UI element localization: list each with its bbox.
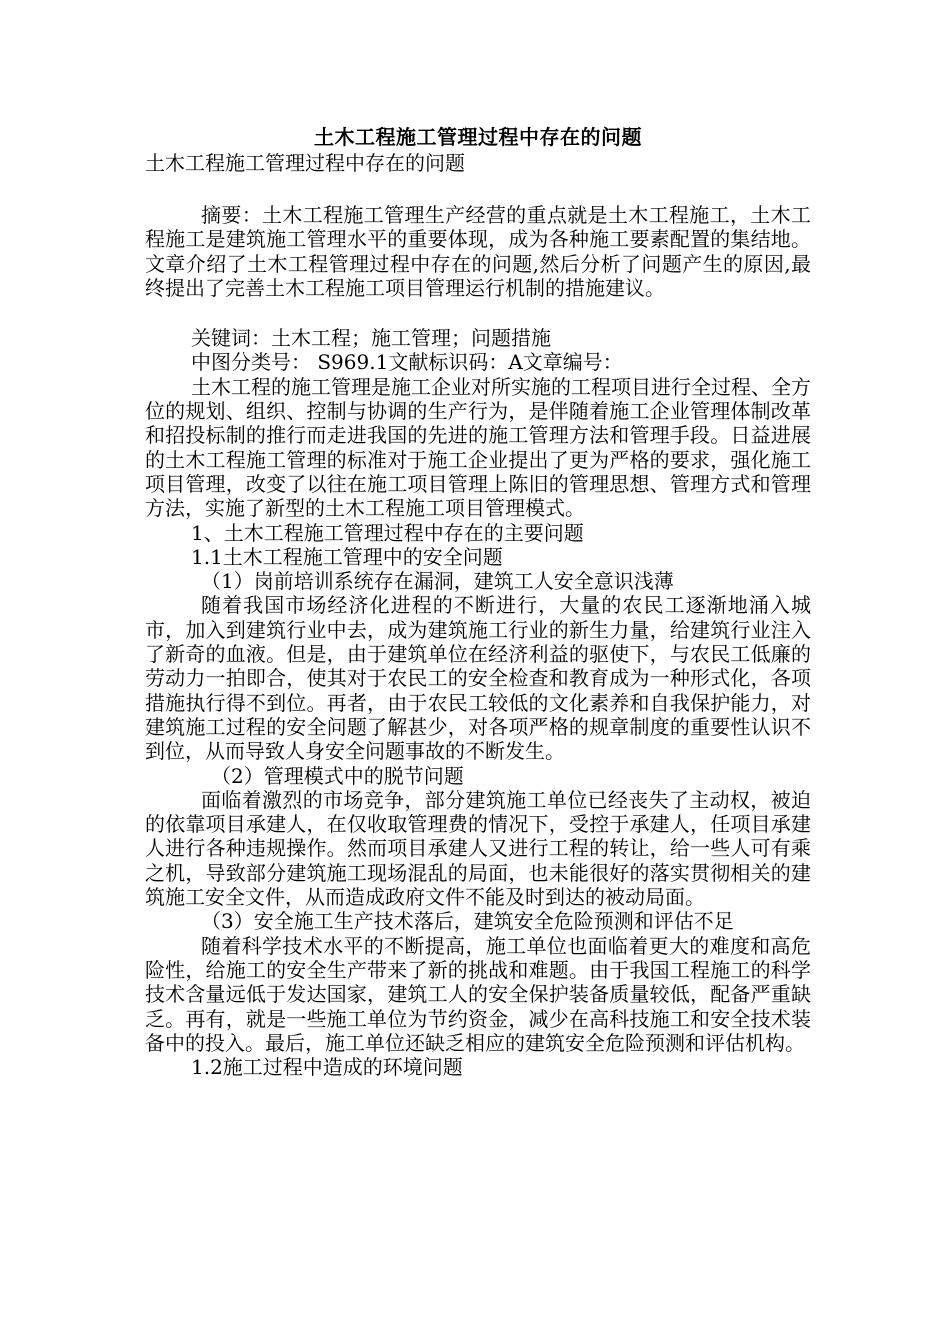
intro-paragraph: 土木工程的施工管理是施工企业对所实施的工程项目进行全过程、全方位的规划、组织、控制与协调的生产行为，是伴随着施工企业管理体制改革和招投标制的推行而走进我国的先进的施工管理方法和管理手段。日益进展的土木工程施工管理的标准对于施工企业提出了更为严格的要求，强化施工项目管理，改变了以往在施工项目管理上陈旧的管理思想、管理方式和管理方法，实施了新型的土木工程施工项目管理模式。: [145, 374, 811, 521]
spacer: [145, 300, 811, 326]
body-paragraph-1: 随着我国市场经济化进程的不断进行，大量的农民工逐渐地涌入城市，加入到建筑行业中去，成为建筑施工行业的新生力量，给建筑行业注入了新奇的血液。但是，由于建筑单位在经济利益的驱使下，与农民工低廉的劳动力一拍即合，使其对于农民工的安全检查和教育成为一种形式化，各项措施执行得不到位。再者，由于农民工较低的文化素养和自我保护能力，对建筑施工过程的安全问题了解甚少，对各项严格的规章制度的重要性认识不到位，从而导致人身安全问题事故的不断发生。: [145, 593, 811, 764]
section-heading-1: 1、土木工程施工管理过程中存在的主要问题: [191, 520, 584, 545]
document-title: 土木工程施工管理过程中存在的问题: [314, 125, 642, 149]
section-heading-1-1: 1.1土木工程施工管理中的安全问题: [191, 544, 503, 569]
section-heading-1-2: 1.2施工过程中造成的环境问题: [191, 1055, 463, 1080]
body-paragraph-3: 随着科学技术水平的不断提高，施工单位也面临着更大的难度和高危险性，给施工的安全生产带来了新的挑战和难题。由于我国工程施工的科学技术含量远低于发达国家，建筑工人的安全保护装备质量较低，配备严重缺乏。再有，就是一些施工单位为节约资金，减少在高科技施工和安全技术装备中的投入。最后，施工单位还缺乏相应的建筑安全危险预测和评估机构。: [145, 933, 811, 1055]
subsection-heading-3: （3）安全施工生产技术落后，建筑安全危险预测和评估不足: [201, 909, 734, 934]
subsection-heading-2: （2）管理模式中的脱节问题: [211, 763, 464, 788]
abstract-paragraph: 摘要：土木工程施工管理生产经营的重点就是土木工程施工，土木工程施工是建筑施工管理水平的重要体现，成为各种施工要素配置的集结地。文章介绍了土木工程管理过程中存在的问题,然后分析了问题产生的原因,最终提出了完善土木工程施工项目管理运行机制的措施建议。: [145, 203, 811, 300]
spacer: [145, 175, 811, 201]
classification-line: 中图分类号： S969.1文献标识码：A文章编号：: [191, 350, 623, 375]
subsection-heading-1: （1）岗前培训系统存在漏洞，建筑工人安全意识浅薄: [201, 569, 674, 594]
document-subtitle: 土木工程施工管理过程中存在的问题: [145, 151, 465, 175]
keywords-line: 关键词：土木工程；施工管理；问题措施: [191, 326, 551, 351]
body-paragraph-2: 面临着激烈的市场竞争，部分建筑施工单位已经丧失了主动权，被迫的依靠项目承建人，在仅收取管理费的情况下，受控于承建人，任项目承建人进行各种违规操作。然而项目承建人又进行工程的转让，给一些人可有乘之机，导致部分建筑施工现场混乱的局面，也未能很好的落实贯彻相关的建筑施工安全文件，从而造成政府文件不能及时到达的被动局面。: [145, 787, 811, 910]
document-page: [145, 124, 811, 1079]
